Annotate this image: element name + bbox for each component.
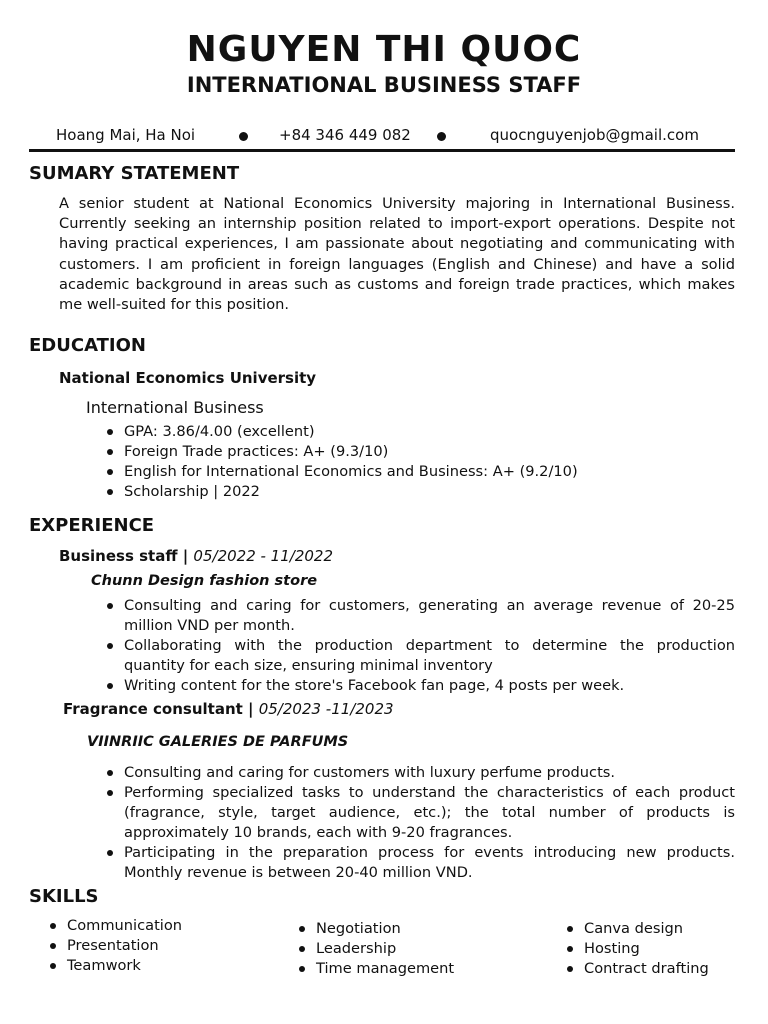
job-role bbox=[63, 699, 394, 719]
company-name: Chunn Design fashion store bbox=[91, 573, 318, 589]
skills-heading: SKILLS bbox=[29, 886, 99, 907]
job-dates: 05/2022 - 11/2022 bbox=[193, 547, 333, 565]
contact-bar bbox=[0, 124, 768, 146]
skill-item: Hosting bbox=[584, 939, 709, 959]
list-item: Consulting and caring for customers with luxury perfume products. bbox=[124, 763, 735, 783]
education-list bbox=[124, 422, 735, 502]
summary-heading: SUMARY STATEMENT bbox=[29, 163, 240, 184]
job-role-label: Fragrance consultant | bbox=[63, 700, 259, 718]
contact-location: Hoang Mai, Ha Noi bbox=[56, 126, 196, 144]
list-item: Collaborating with the production department to determine the production quantity for each size, ensuring minimal inventory bbox=[124, 636, 735, 676]
job-bullets bbox=[124, 596, 735, 696]
bullet-dot-icon bbox=[239, 132, 248, 141]
skill-item: Canva design bbox=[584, 919, 709, 939]
header-divider bbox=[29, 149, 735, 152]
skills-column bbox=[584, 919, 709, 979]
skills-column bbox=[316, 919, 454, 979]
skill-item: Leadership bbox=[316, 939, 454, 959]
list-item: Consulting and caring for customers, generating an average revenue of 20-25 million VND per month. bbox=[124, 596, 735, 636]
skill-item: Presentation bbox=[67, 936, 182, 956]
job-role-label: Business staff | bbox=[59, 547, 194, 565]
skills-column bbox=[67, 916, 182, 976]
skill-item: Contract drafting bbox=[584, 959, 709, 979]
experience-heading: EXPERIENCE bbox=[29, 515, 155, 536]
job-role bbox=[59, 546, 333, 566]
list-item: Foreign Trade practices: A+ (9.3/10) bbox=[124, 442, 735, 462]
job-dates: 05/2023 -11/2023 bbox=[258, 700, 394, 718]
resume-name: NGUYEN THI QUOC bbox=[186, 29, 582, 70]
list-item: Performing specialized tasks to understand the characteristics of each product (fragrance, style, target audience, etc.); the total number of products is approximately 10 brands, each with 9-20 fragrances. bbox=[124, 783, 735, 843]
list-item: English for International Economics and Business: A+ (9.2/10) bbox=[124, 462, 735, 482]
company-name: VIINRIIC GALERIES DE PARFUMS bbox=[87, 734, 349, 750]
contact-email: quocnguyenjob@gmail.com bbox=[490, 126, 699, 144]
list-item: Scholarship | 2022 bbox=[124, 482, 735, 502]
skill-item: Negotiation bbox=[316, 919, 454, 939]
bullet-dot-icon bbox=[437, 132, 446, 141]
list-item: GPA: 3.86/4.00 (excellent) bbox=[124, 422, 735, 442]
skill-item: Time management bbox=[316, 959, 454, 979]
education-heading: EDUCATION bbox=[29, 335, 146, 356]
job-title: INTERNATIONAL BUSINESS STAFF bbox=[186, 73, 582, 97]
contact-phone: +84 346 449 082 bbox=[279, 126, 411, 144]
skill-item: Communication bbox=[67, 916, 182, 936]
major-name: International Business bbox=[86, 398, 264, 417]
summary-text: A senior student at National Economics University majoring in International Business. Currently seeking an internship position related to import-export operations. Despite not having practical experiences, I am passionate about negotiating and communicating with customers. I am proficient in foreign languages (English and Chinese) and have a solid academic background in areas such as customs and foreign trade practices, which makes me well-suited for this position. bbox=[59, 195, 735, 314]
list-item: Writing content for the store's Facebook fan page, 4 posts per week. bbox=[124, 676, 735, 696]
list-item: Participating in the preparation process for events introducing new products. Monthly revenue is between 20-40 million VND. bbox=[124, 843, 735, 883]
job-bullets bbox=[124, 763, 735, 884]
skill-item: Teamwork bbox=[67, 956, 182, 976]
school-name: National Economics University bbox=[59, 369, 317, 387]
